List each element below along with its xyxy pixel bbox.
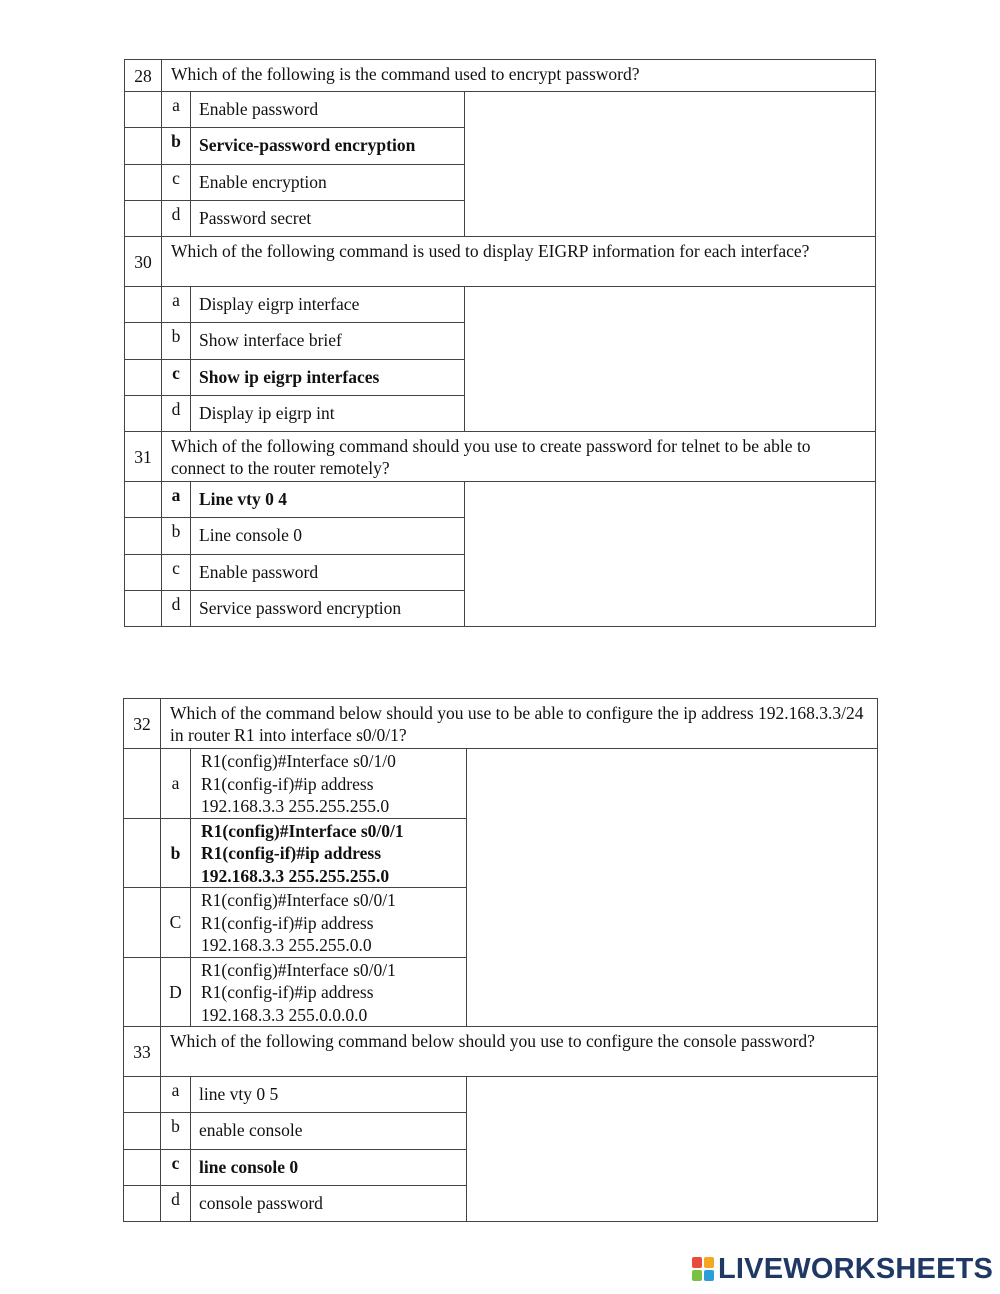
liveworksheets-logo-icon (692, 1257, 714, 1281)
question-row (124, 699, 878, 749)
option-text-correct: Line vty 0 4 (191, 482, 465, 518)
option-text: Password secret (191, 201, 465, 237)
answer-space (465, 92, 876, 237)
option-text-correct: Service-password encryption (191, 128, 465, 165)
question-text: Which of the command below should you use to be able to configure the ip address 192.168.3.3/24 in router R1 into interface s0/0/1? (161, 699, 878, 749)
option-line: 192.168.3.3 255.0.0.0.0 (201, 1004, 368, 1025)
logo-tile-orange (704, 1257, 714, 1268)
option-row[interactable] (125, 92, 876, 128)
option-text-correct: line console 0 (191, 1150, 467, 1186)
option-text: Enable password (191, 555, 465, 591)
option-letter: b (161, 818, 191, 888)
logo-tile-green (692, 1270, 702, 1281)
option-letter: b (162, 518, 191, 555)
option-row[interactable] (124, 1077, 878, 1113)
option-text: console password (191, 1186, 467, 1222)
option-text: Line console 0 (191, 518, 465, 555)
option-text: Display ip eigrp int (191, 396, 465, 432)
question-text: Which of the following command below should you use to configure the console password? (161, 1027, 878, 1077)
option-letter: a (161, 749, 191, 819)
option-line: R1(config-if)#ip address (201, 982, 374, 1002)
option-row[interactable] (125, 482, 876, 518)
question-table-1 (124, 59, 876, 627)
option-row[interactable] (125, 287, 876, 323)
question-text: Which of the following command should you use to create password for telnet to be able to connect to the router remotely? (162, 432, 876, 482)
option-text: Enable password (191, 92, 465, 128)
option-text: Enable encryption (191, 165, 465, 201)
option-line: R1(config)#Interface s0/0/1 (201, 959, 396, 980)
option-letter: a (162, 92, 191, 128)
option-letter: b (161, 1113, 191, 1150)
option-letter: a (161, 1077, 191, 1113)
answer-space (465, 287, 876, 432)
option-letter: b (162, 128, 191, 165)
option-letter: a (162, 482, 191, 518)
option-letter: c (162, 165, 191, 201)
answer-space (467, 749, 878, 1027)
question-text: Which of the following command is used to display EIGRP information for each interface? (162, 237, 876, 287)
option-line: R1(config-if)#ip address (201, 773, 374, 794)
option-line: R1(config-if)#ip address (201, 843, 382, 863)
question-row (125, 432, 876, 482)
option-letter: D (161, 957, 191, 1027)
option-line: R1(config)#Interface s0/0/1 (201, 820, 404, 841)
option-letter: a (162, 287, 191, 323)
option-text (191, 749, 467, 819)
question-row (125, 60, 876, 92)
option-letter: C (161, 888, 191, 958)
option-letter: c (162, 360, 191, 396)
option-text: line vty 0 5 (191, 1077, 467, 1113)
option-line: 192.168.3.3 255.255.255.0 (201, 865, 390, 886)
option-line: R1(config-if)#ip address (201, 912, 374, 933)
option-text (191, 957, 467, 1027)
option-text: enable console (191, 1113, 467, 1150)
option-text: Display eigrp interface (191, 287, 465, 323)
question-text: Which of the following is the command used to encrypt password? (162, 60, 876, 92)
option-letter: d (161, 1186, 191, 1222)
option-letter: c (161, 1150, 191, 1186)
question-number: 32 (124, 699, 161, 749)
question-number: 33 (124, 1027, 161, 1077)
answer-space (467, 1077, 878, 1222)
option-letter: d (162, 591, 191, 627)
option-text-correct (191, 818, 467, 888)
option-line: 192.168.3.3 255.255.0.0 (201, 935, 372, 955)
question-number: 31 (125, 432, 162, 482)
logo-tile-blue (704, 1270, 714, 1281)
option-text (191, 888, 467, 958)
question-number: 28 (125, 60, 162, 92)
liveworksheets-logo[interactable] (692, 1252, 993, 1286)
question-row (125, 237, 876, 287)
option-letter: c (162, 555, 191, 591)
option-line: 192.168.3.3 255.255.255.0 (201, 796, 390, 816)
logo-tile-red (692, 1257, 702, 1268)
option-line: R1(config)#Interface s0/1/0 (201, 751, 396, 771)
option-letter: b (162, 323, 191, 360)
option-line: R1(config)#Interface s0/0/1 (201, 890, 396, 910)
option-text-correct: Show ip eigrp interfaces (191, 360, 465, 396)
option-text: Service password encryption (191, 591, 465, 627)
question-table-2 (123, 698, 878, 1222)
option-letter: d (162, 201, 191, 237)
option-letter: d (162, 396, 191, 432)
option-text: Show interface brief (191, 323, 465, 360)
answer-space (465, 482, 876, 627)
logo-text: LIVEWORKSHEETS (718, 1252, 994, 1285)
question-number: 30 (125, 237, 162, 287)
question-row (124, 1027, 878, 1077)
option-row[interactable] (124, 749, 878, 819)
